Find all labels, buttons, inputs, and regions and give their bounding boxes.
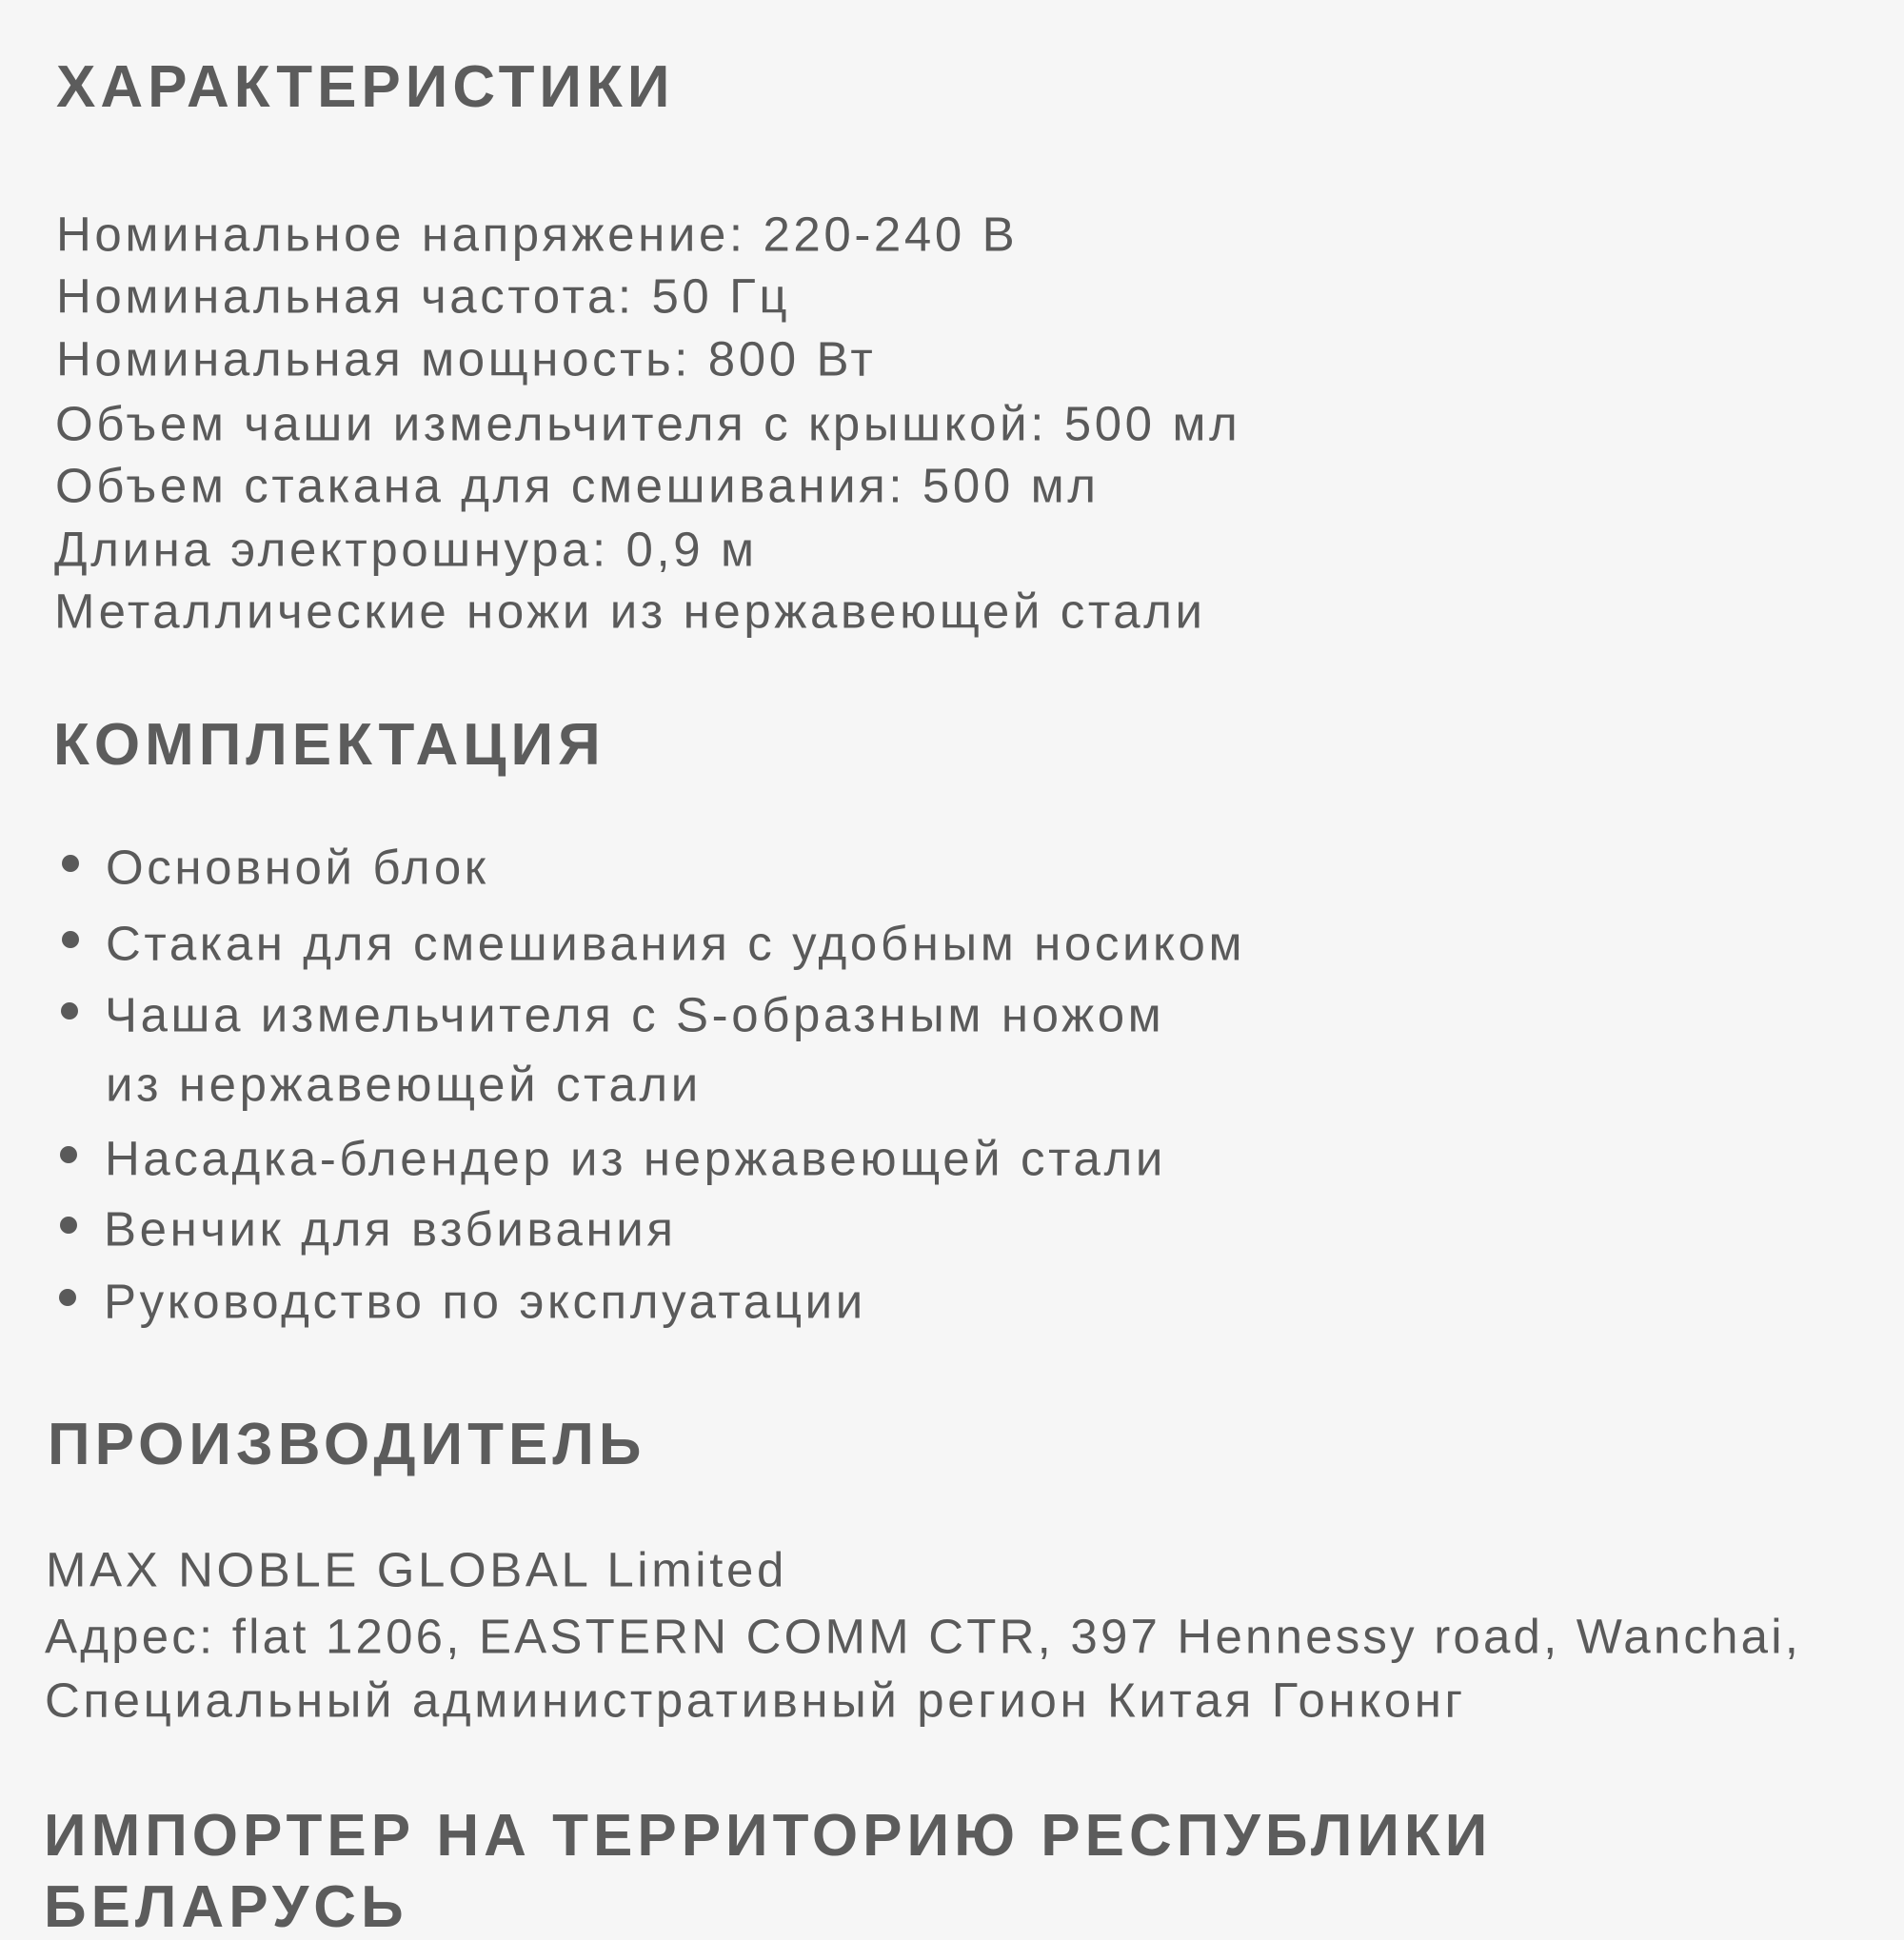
list-item: Чаша измельчителя с S-образным ножом — [105, 987, 1165, 1042]
bullet-icon — [61, 1002, 78, 1019]
spec-line: Объем стакана для смешивания: 500 мл — [55, 458, 1100, 513]
spec-line: Номинальная мощность: 800 Вт — [56, 331, 877, 386]
spec-line: Номинальная частота: 50 Гц — [56, 268, 791, 324]
list-item: Руководство по эксплуатации — [104, 1274, 866, 1329]
contents-heading: КОМПЛЕКТАЦИЯ — [53, 712, 605, 778]
importer-heading-line2: БЕЛАРУСЬ — [44, 1874, 408, 1940]
list-item: Стакан для смешивания с удобным носиком — [106, 916, 1246, 971]
bullet-icon — [62, 855, 79, 872]
spec-line: Номинальное напряжение: 220-240 В — [56, 207, 1019, 262]
list-item: Основной блок — [106, 840, 489, 895]
list-item: Венчик для взбивания — [104, 1201, 677, 1257]
specs-heading: ХАРАКТЕРИСТИКИ — [56, 54, 675, 120]
manufacturer-line: Специальный административный регион Китая Гонконг — [45, 1673, 1466, 1728]
bullet-icon — [62, 931, 79, 948]
spec-line: Длина электрошнура: 0,9 м — [54, 522, 758, 577]
list-item: Насадка-блендер из нержавеющей стали — [105, 1131, 1166, 1186]
bullet-icon — [59, 1289, 76, 1306]
manufacturer-heading: ПРОИЗВОДИТЕЛЬ — [48, 1412, 646, 1477]
manufacturer-line: MAX NOBLE GLOBAL Limited — [46, 1542, 787, 1597]
bullet-icon — [60, 1217, 77, 1234]
importer-heading: ИМПОРТЕР НА ТЕРРИТОРИЮ РЕСПУБЛИКИ — [44, 1803, 1493, 1869]
bullet-icon — [60, 1146, 77, 1163]
spec-line: Объем чаши измельчителя с крышкой: 500 мл — [55, 396, 1241, 451]
spec-line: Металлические ножи из нержавеющей стали — [54, 584, 1206, 639]
list-item-continuation: из нержавеющей стали — [106, 1057, 702, 1112]
manufacturer-line: Адрес: flat 1206, EASTERN COMM CTR, 397 Hennessy road, Wanchai, — [45, 1609, 1802, 1664]
